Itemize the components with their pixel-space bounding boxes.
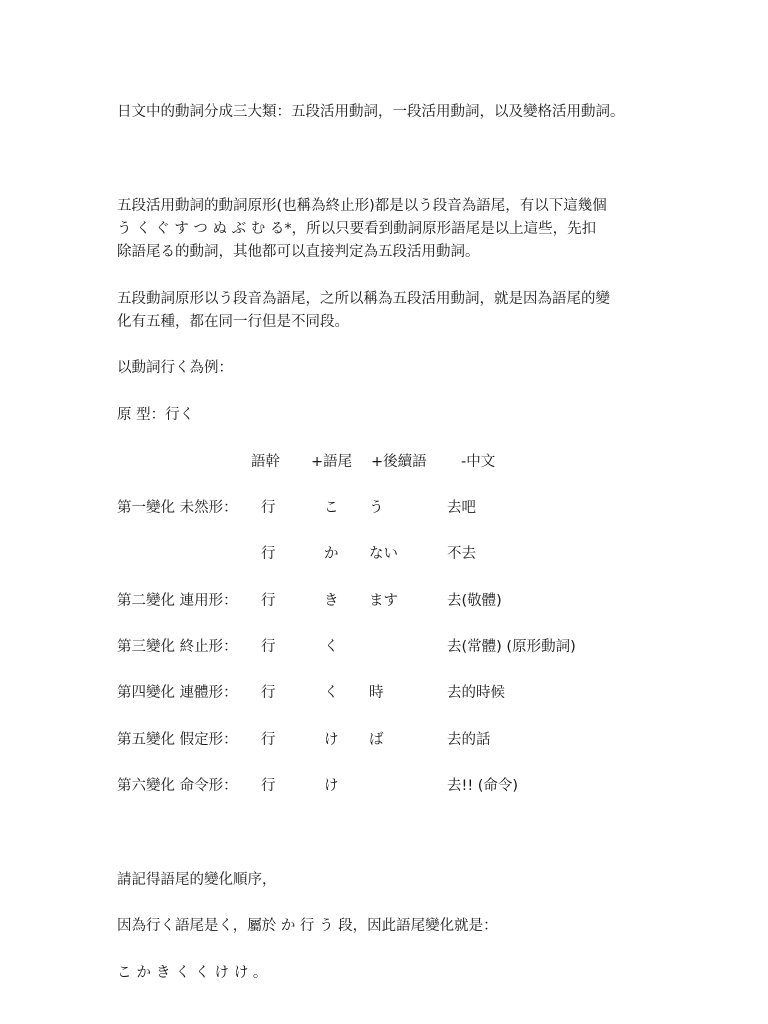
row-stem: 行 — [261, 500, 276, 516]
row-label: 第三變化 終止形： — [117, 639, 238, 655]
row-ending: く — [324, 639, 339, 655]
row-stem: 行 — [261, 593, 276, 609]
row-chinese: 去的話 — [447, 732, 491, 748]
row-stem: 行 — [261, 546, 276, 562]
row-suffix: ます — [369, 593, 398, 609]
row-ending: き — [324, 593, 339, 609]
row-suffix: う — [369, 500, 384, 516]
row-chinese: 不去 — [447, 546, 476, 562]
ending-sequence: こかきくくけけ。 — [117, 965, 273, 981]
row-ending: け — [324, 732, 339, 748]
row-ending: け — [324, 778, 339, 794]
para1-line-2: う く ぐ す つ ぬ ぶ む る*，所以只要看到動詞原形語尾是以上這些，先扣 — [117, 221, 597, 237]
row-suffix: ば — [369, 732, 384, 748]
row-ending: か — [324, 546, 339, 562]
para2-line-2: 化有五種，都在同一行但是不同段。 — [117, 314, 349, 330]
row-label: 第四變化 連體形： — [117, 685, 238, 701]
row-chinese: 去(敬體) — [447, 593, 502, 609]
header-suffix: +後續語 — [371, 454, 427, 470]
row-ending: く — [324, 685, 339, 701]
header-stem: 語幹 — [251, 454, 280, 470]
row-stem: 行 — [261, 685, 276, 701]
because-note: 因為行く語尾是く，屬於 か 行 う 段，因此語尾變化就是： — [117, 918, 498, 934]
row-chinese: 去!! (命令) — [447, 778, 519, 794]
intro-paragraph: 日文中的動詞分成三大類：五段活用動詞，一段活用動詞，以及變格活用動詞。 — [117, 104, 625, 120]
row-label: 第六變化 命令形： — [117, 778, 238, 794]
row-stem: 行 — [261, 639, 276, 655]
row-label: 第五變化 假定形： — [117, 732, 238, 748]
remember-note: 請記得語尾的變化順序， — [117, 872, 277, 888]
para1-line-3: 除語尾る的動詞，其他都可以直接判定為五段活用動詞。 — [117, 244, 480, 260]
row-ending: こ — [324, 500, 339, 516]
row-suffix: ない — [369, 546, 398, 562]
row-label: 第一變化 未然形： — [117, 500, 238, 516]
row-stem: 行 — [261, 732, 276, 748]
example-intro: 以動詞行く為例： — [117, 360, 233, 376]
row-suffix: 時 — [369, 685, 384, 701]
para2-line-1: 五段動詞原形以う段音為語尾，之所以稱為五段活用動詞，就是因為語尾的變 — [117, 291, 610, 307]
header-ending: +語尾 — [311, 454, 353, 470]
para1-line-1: 五段活用動詞的動詞原形(也稱為終止形)都是以う段音為語尾，有以下這幾個 — [117, 198, 607, 214]
row-chinese: 去的時候 — [447, 685, 505, 701]
row-chinese: 去(常體) (原形動詞) — [447, 639, 576, 655]
header-chinese: -中文 — [461, 454, 496, 470]
row-stem: 行 — [261, 778, 276, 794]
row-chinese: 去吧 — [447, 500, 476, 516]
base-form: 原 型：行く — [117, 407, 195, 423]
row-label: 第二變化 連用形： — [117, 593, 238, 609]
